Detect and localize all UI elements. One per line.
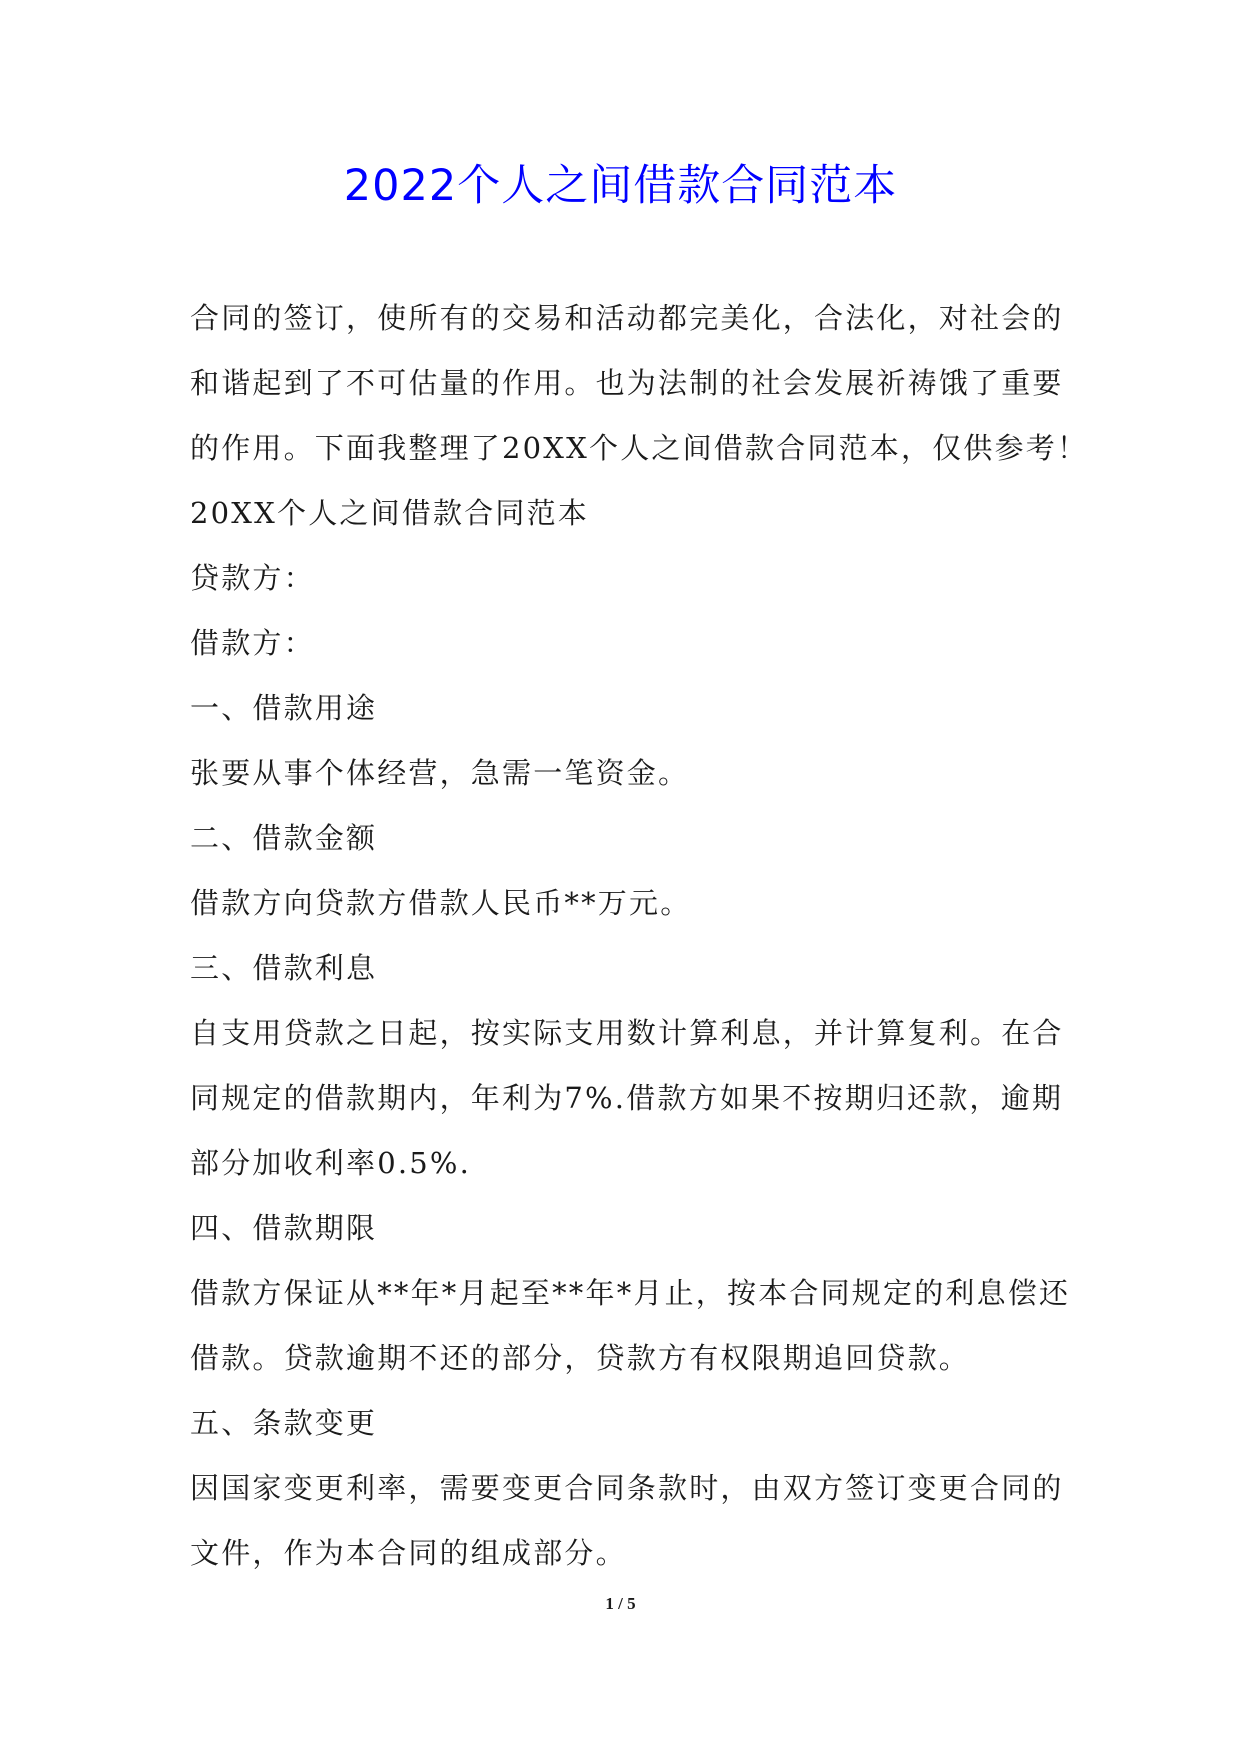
paragraph-line: 同规定的借款期内，年利为7%.借款方如果不按期归还款，逾期: [190, 1081, 1064, 1115]
paragraph-line: 的作用。下面我整理了20XX个人之间借款合同范本，仅供参考！: [190, 431, 1089, 465]
document-title: 2022个人之间借款合同范本: [343, 161, 898, 211]
document-body: [190, 286, 1089, 1586]
section-heading: 一、借款用途: [190, 691, 378, 725]
section-heading: 三、借款利息: [190, 951, 378, 985]
subtitle-line: 20XX个人之间借款合同范本: [190, 496, 589, 530]
paragraph-line: 借款方保证从**年*月起至**年*月止，按本合同规定的利息偿还: [190, 1276, 1071, 1310]
paragraph-line: 自支用贷款之日起，按实际支用数计算利息，并计算复利。在合: [190, 1016, 1064, 1050]
paragraph-line: 因国家变更利率，需要变更合同条款时，由双方签订变更合同的: [190, 1471, 1064, 1505]
section-heading: 二、借款金额: [190, 821, 378, 855]
lender-label: 贷款方：: [190, 561, 315, 595]
paragraph-line: 张要从事个体经营，急需一笔资金。: [190, 756, 690, 790]
page-number: 1 / 5: [605, 1594, 636, 1613]
paragraph-line: 和谐起到了不可估量的作用。也为法制的社会发展祈祷饿了重要: [190, 366, 1064, 400]
paragraph-line: 合同的签订，使所有的交易和活动都完美化，合法化，对社会的: [190, 301, 1064, 335]
paragraph-line: 借款。贷款逾期不还的部分，贷款方有权限期追回贷款。: [190, 1341, 971, 1375]
paragraph-line: 借款方向贷款方借款人民币**万元。: [190, 886, 692, 920]
section-heading: 五、条款变更: [190, 1406, 378, 1440]
section-heading: 四、借款期限: [190, 1211, 378, 1245]
borrower-label: 借款方：: [190, 626, 315, 660]
paragraph-line: 部分加收利率0.5%.: [190, 1146, 472, 1180]
paragraph-line: 文件，作为本合同的组成部分。: [190, 1536, 627, 1570]
